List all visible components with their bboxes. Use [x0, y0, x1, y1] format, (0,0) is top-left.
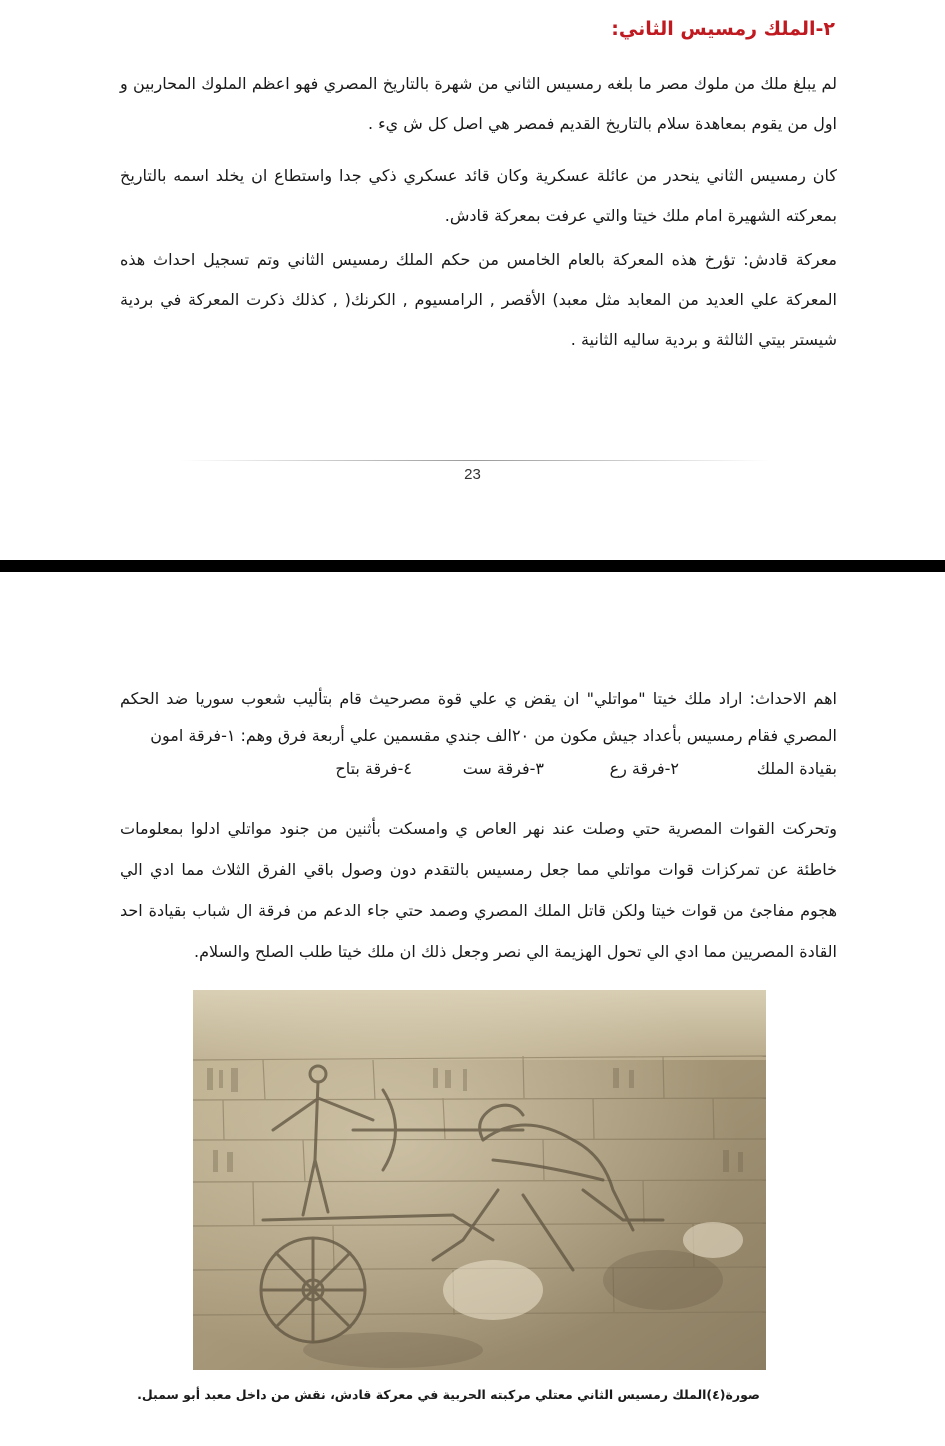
- footer-rule: [180, 460, 770, 461]
- page-24: [0, 572, 945, 1446]
- division-item: ٤-فرقة بتاح: [335, 759, 412, 778]
- paragraph-kadesh: معركة قادش: تؤرخ هذه المعركة بالعام الخامس من حكم الملك رمسيس الثاني وتم تسجيل احداث هذه المعركة علي العديد من المعابد مثل معبد) الأقصر , الرامسيوم , الكرنك( , كذلك ذكرت المعركة في بردية شيستر بيتي الثالثة و بردية ساليه الثانية .: [120, 250, 837, 349]
- paragraph-events: اهم الاحداث: اراد ملك خيتا "مواتلي" ان يقض ي علي قوة مصرحيث قام بتأليب شعوب سوريا ضد الحكم المصري فقام رمسيس بأعداد جيش مكون من ٢٠الف جندي مقسمين علي أربعة فرق وهم: ١-فرقة امون: [120, 689, 837, 745]
- section-heading: ٢-الملك رمسيس الثاني:: [611, 18, 835, 40]
- paragraph-military-family: كان رمسيس الثاني ينحدر من عائلة عسكرية وكان قائد عسكري ذكي جدا واستطاع ان يخلد اسمه بالتاريخ بمعركته الشهيرة امام ملك خيتا والتي عرفت بمعركة قادش.: [120, 166, 837, 225]
- paragraph-movement: وتحركت القوات المصرية حتي وصلت عند نهر العاص ي وامسكت بأثنين من جنود مواتلي ادلوا بمعلومات خاطئة عن تمركزات قوات مواتلي مما جعل رمسيس بالتقدم دون وصول باقي الفرق الثلاث مما ادي الي هجوم مفاجئ من قوات خيتا ولكن قاتل الملك المصري وصمد حتي جاء الدعم من فرقة ال شباب بقيادة احد القادة المصريين مما ادي الي تحول الهزيمة الي نصر وجعل ذلك ان ملك خيتا طلب الصلح والسلام.: [120, 819, 837, 961]
- division-list: [120, 759, 837, 791]
- division-item: ٣-فرقة ست: [462, 759, 544, 778]
- relief-photo: [193, 990, 766, 1370]
- paragraph-intro: لم يبلغ ملك من ملوك مصر ما بلغه رمسيس الثاني من شهرة بالتاريخ المصري فهو اعظم الملوك المحاربين و اول من يقوم بمعاهدة سلام بالتاريخ القديم فمصر هي اصل كل ش يء .: [120, 74, 837, 133]
- division-item: بقيادة الملك: [756, 759, 837, 778]
- page-23: [0, 0, 945, 560]
- page-separator: [0, 560, 945, 572]
- page-number: 23: [464, 466, 481, 483]
- division-item: ٢-فرقة رع: [609, 759, 679, 778]
- figure-caption: صورة(٤)الملك رمسيس الثاني معتلي مركبته الحربية في معركة قادش، نقش من داخل معبد أبو سمبل.: [137, 1387, 760, 1402]
